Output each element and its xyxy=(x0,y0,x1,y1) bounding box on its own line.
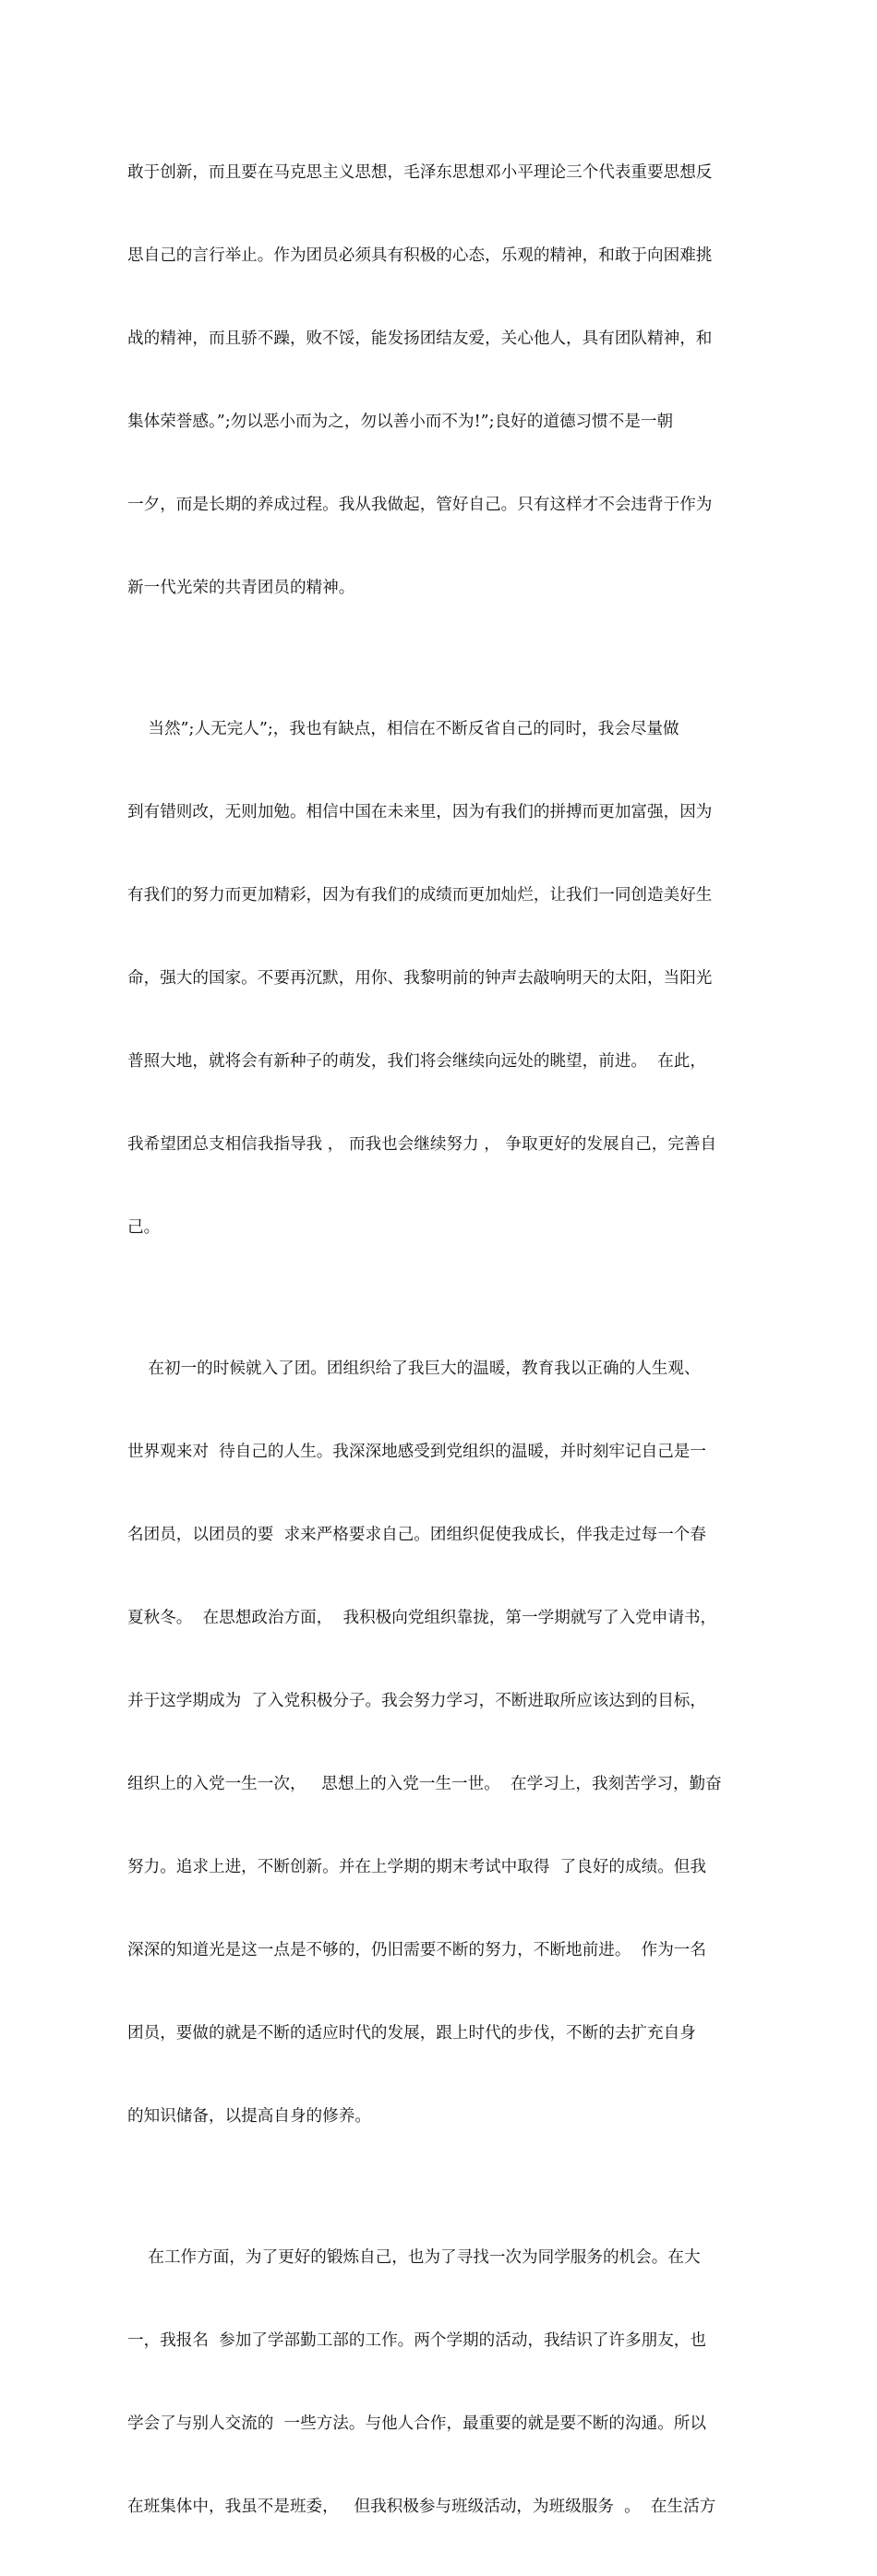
text-line: 战的精神，而且骄不躁，败不馁，能发扬团结友爱，关心他人，具有团队精神，和 xyxy=(127,329,713,348)
text-line: 新一代光荣的共青团员的精神。 xyxy=(127,579,355,597)
text-line: 集体荣誉感。”;勿以恶小而为之，勿以善小而不为!”;良好的道德习惯不是一朝 xyxy=(127,413,674,431)
text-line: 学会了与别人交流的 一些方法。与他人合作，最重要的就是要不断的沟通。所以 xyxy=(127,2414,706,2433)
text-line: 当然”;人无完人”;，我也有缺点，相信在不断反省自己的同时，我会尽量做 xyxy=(127,720,679,738)
text-line: 名团员，以团员的要 求来严格要求自己。团组织促使我成长，伴我走过每一个春 xyxy=(127,1526,706,1544)
text-line: 敢于创新，而且要在马克思主义思想，毛泽东思想邓小平理论三个代表重要思想反 xyxy=(127,163,713,182)
paragraph-2 xyxy=(127,660,751,1297)
text-line: 夏秋冬。 在思想政治方面， 我积极向党组织靠拢，第一学期就写了入党申请书， xyxy=(127,1609,717,1627)
text-line: 思自己的言行举止。作为团员必须具有积极的心态，乐观的精神，和敢于向困难挑 xyxy=(127,246,713,265)
text-line: 命，强大的国家。不要再沉默，用你、我黎明前的钟声去敲响明天的太阳，当阳光 xyxy=(127,969,713,988)
text-line: 并于这学期成为 了入党积极分子。我会努力学习，不断进取所应该达到的目标， xyxy=(127,1692,706,1710)
text-line: 己。 xyxy=(127,1218,161,1237)
text-line: 有我们的努力而更加精彩，因为有我们的成绩而更加灿烂，让我们一同创造美好生 xyxy=(127,886,713,905)
text-line: 努力。追求上进，不断创新。并在上学期的期末考试中取得 了良好的成绩。但我 xyxy=(127,1858,706,1876)
text-line: 的知识储备，以提高自身的修养。 xyxy=(127,2107,371,2126)
paragraph-4 xyxy=(127,2188,751,2576)
text-line: 团员，要做的就是不断的适应时代的发展，跟上时代的步伐，不断的去扩充自身 xyxy=(127,2024,696,2043)
text-line: 一夕，而是长期的养成过程。我从我做起，管好自己。只有这样才不会违背于作为 xyxy=(127,496,713,514)
text-line: 到有错则改，无则加勉。相信中国在未来里，因为有我们的拼搏而更加富强，因为 xyxy=(127,803,713,821)
text-line: 深深的知道光是这一点是不够的，仍旧需要不断的努力，不断地前进。 作为一名 xyxy=(127,1941,706,1959)
text-line: 普照大地，就将会有新种子的萌发，我们将会继续向远处的眺望，前进。 在此， xyxy=(127,1052,706,1071)
paragraph-3 xyxy=(127,1300,751,2186)
document-body xyxy=(127,103,751,2576)
text-line: 一，我报名 参加了学部勤工部的工作。两个学期的活动，我结识了许多朋友，也 xyxy=(127,2331,706,2350)
text-line: 在初一的时候就入了团。团组织给了我巨大的温暖，教育我以正确的人生观、 xyxy=(127,1360,701,1378)
text-line: 组织上的入党一生一次， 思想上的入党一生一世。 在学习上，我刻苦学习，勤奋 xyxy=(127,1775,722,1793)
text-line: 我希望团总支相信我指导我 ， 而我也会继续努力 ， 争取更好的发展自己，完善自 xyxy=(127,1135,717,1154)
text-line: 世界观来对 待自己的人生。我深深地感受到党组织的温暖，并时刻牢记自己是一 xyxy=(127,1443,706,1461)
text-line: 在工作方面，为了更好的锻炼自己，也为了寻找一次为同学服务的机会。在大 xyxy=(127,2248,701,2267)
text-line: 在班集体中，我虽不是班委， 但我积极参与班级活动，为班级服务 。 在生活方 xyxy=(127,2498,716,2516)
paragraph-1 xyxy=(127,103,751,657)
